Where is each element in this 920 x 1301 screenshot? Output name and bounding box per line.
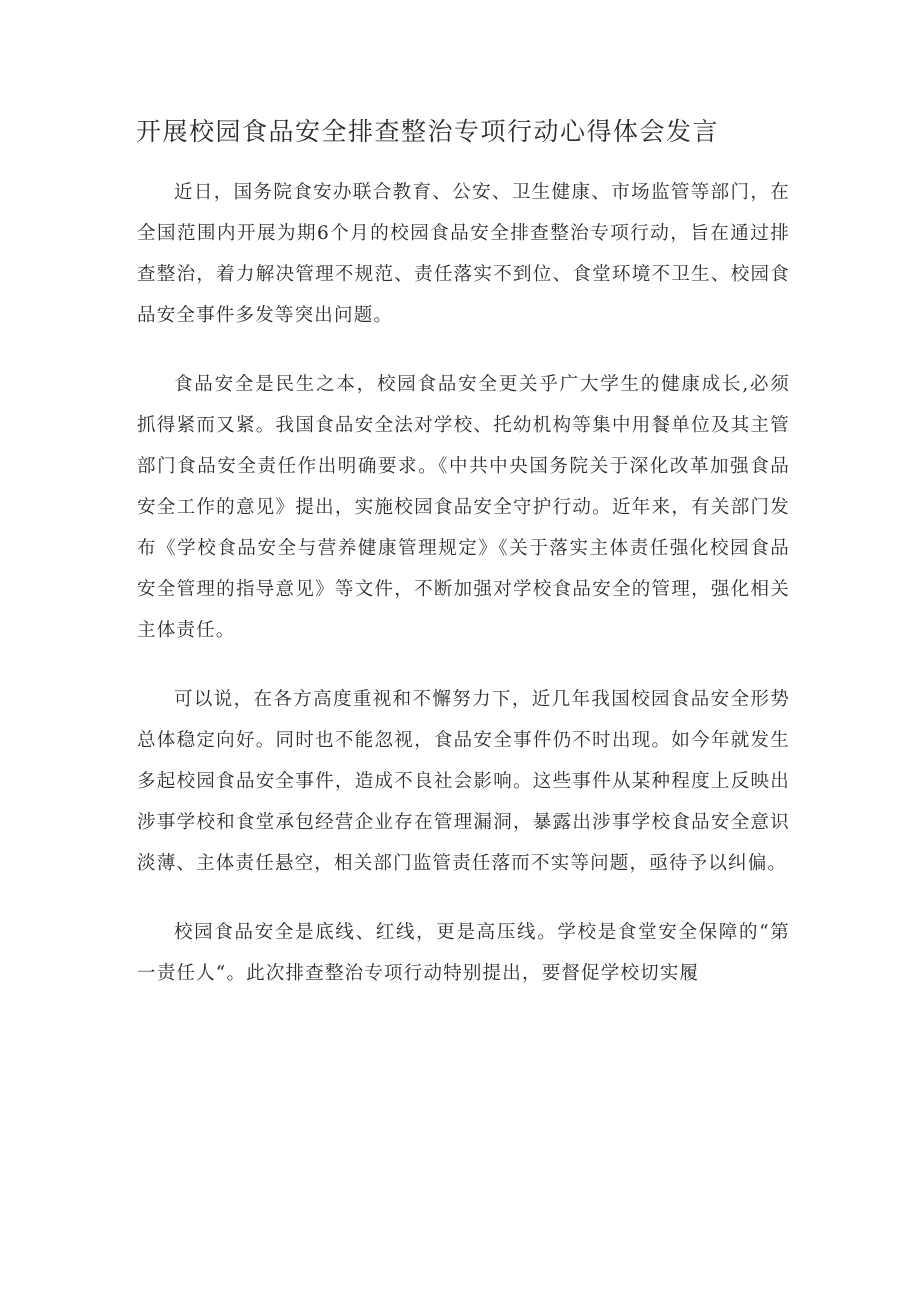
document-title: 开展校园食品安全排查整治专项行动心得体会发言 [136,117,720,146]
paragraph-1: 近日，国务院食安办联合教育、公安、卫生健康、市场监管等部门，在全国范围内开展为期6个月的校园食品安全排查整治专项行动，旨在通过排查整治，着力解决管理不规范、责任落实不到位、食堂环境不卫生、校园食品安全事件多发等突出问题。 [137,182,790,326]
paragraph-2: 食品安全是民生之本，校园食品安全更关乎广大学生的健康成长,必须抓得紧而又紧。我国食品安全法对学校、托幼机构等集中用餐单位及其主管部门食品安全责任作出明确要求。《中共中央国务院关于深化改革加强食品安全工作的意见》提出，实施校园食品安全守护行动。近年来，有关部门发布《学校食品安全与营养健康管理规定》《关于落实主体责任强化校园食品安全管理的指导意见》等文件，不断加强对学校食品安全的管理，强化相关主体责任。 [137,374,790,641]
paragraph-3: 可以说，在各方高度重视和不懈努力下，近几年我国校园食品安全形势总体稳定向好。同时也不能忽视，食品安全事件仍不时出现。如今年就发生多起校园食品安全事件，造成不良社会影响。这些事件从某种程度上反映出涉事学校和食堂承包经营企业存在管理漏洞，暴露出涉事学校食品安全意识淡薄、主体责任悬空，相关部门监管责任落而不实等问题，亟待予以纠偏。 [137,689,790,874]
document-body [137,172,790,1022]
paragraph-4: 校园食品安全是底线、红线，更是高压线。学校是食堂安全保障的“第一责任人“。此次排查整治专项行动特别提出，要督促学校切实履 [137,922,790,984]
